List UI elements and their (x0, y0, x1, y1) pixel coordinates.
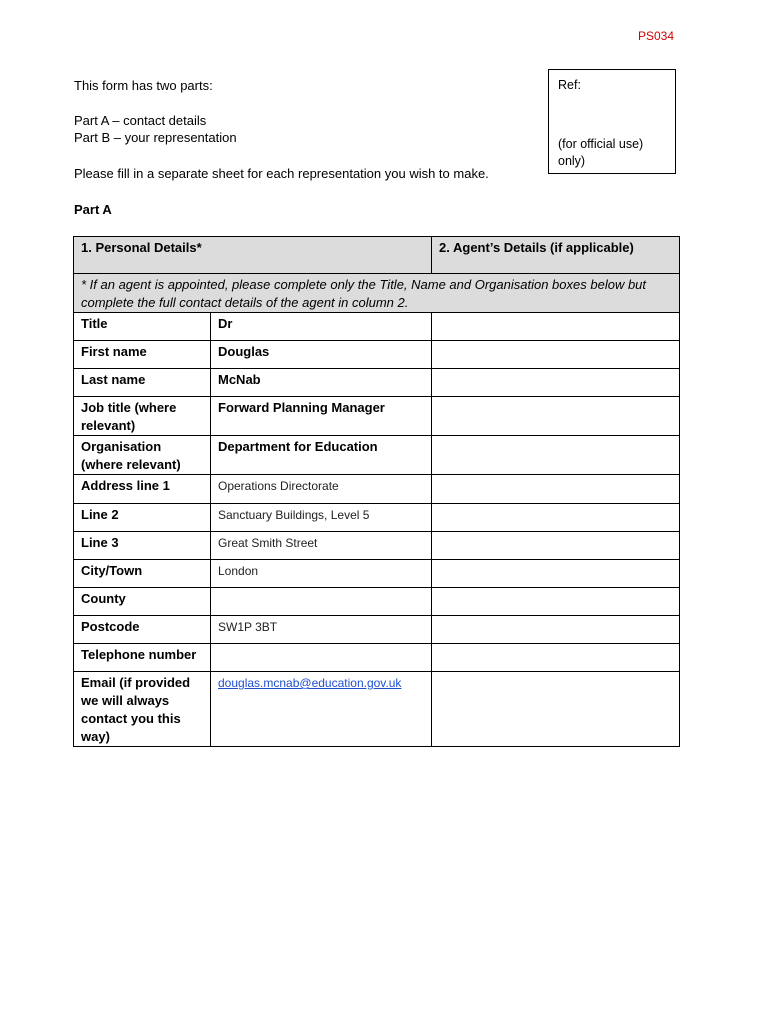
last-name-value[interactable]: McNab (211, 369, 432, 397)
job-title-value[interactable]: Forward Planning Manager (211, 397, 432, 436)
table-row-email (74, 672, 680, 747)
intro-line: This form has two parts: (74, 78, 213, 93)
intro-part-b: Part B – your representation (74, 130, 237, 145)
agent-note-row (74, 274, 680, 313)
agent-last-name-value[interactable] (432, 369, 680, 397)
agent-postcode-value[interactable] (432, 616, 680, 644)
agent-email-value[interactable] (432, 672, 680, 747)
table-row-first-name (74, 341, 680, 369)
agent-city-value[interactable] (432, 560, 680, 588)
postcode-value[interactable]: SW1P 3BT (211, 616, 432, 644)
city-value[interactable]: London (211, 560, 432, 588)
organisation-label: Organisation (where relevant) (74, 436, 211, 475)
first-name-value[interactable]: Douglas (211, 341, 432, 369)
email-link[interactable]: douglas.mcnab@education.gov.uk (218, 676, 402, 690)
table-row-organisation (74, 436, 680, 475)
agent-line-3-value[interactable] (432, 532, 680, 560)
line-2-label: Line 2 (74, 504, 211, 532)
agent-address-line-1-value[interactable] (432, 475, 680, 504)
intro-instruction: Please fill in a separate sheet for each representation you wish to make. (74, 166, 489, 181)
telephone-value[interactable] (211, 644, 432, 672)
form-code: PS034 (638, 29, 675, 43)
table-row-city (74, 560, 680, 588)
address-line-1-value[interactable]: Operations Directorate (211, 475, 432, 504)
personal-details-table (73, 236, 680, 747)
agent-county-value[interactable] (432, 588, 680, 616)
title-label: Title (74, 313, 211, 341)
county-value[interactable] (211, 588, 432, 616)
postcode-label: Postcode (74, 616, 211, 644)
personal-details-header: 1. Personal Details* (74, 237, 432, 274)
official-use-note: (for official use) only) (558, 137, 644, 168)
line-3-value[interactable]: Great Smith Street (211, 532, 432, 560)
city-label: City/Town (74, 560, 211, 588)
agent-title-value[interactable] (432, 313, 680, 341)
intro-part-a: Part A – contact details (74, 113, 207, 128)
table-row-job-title (74, 397, 680, 436)
email-value-cell (211, 672, 432, 747)
table-row-line-3 (74, 532, 680, 560)
table-row-line-2 (74, 504, 680, 532)
table-row-county (74, 588, 680, 616)
last-name-label: Last name (74, 369, 211, 397)
agent-first-name-value[interactable] (432, 341, 680, 369)
agent-details-header: 2. Agent’s Details (if applicable) (432, 237, 680, 274)
email-label: Email (if provided we will always contact you this way) (74, 672, 211, 747)
table-header-row (74, 237, 680, 274)
table-row-last-name (74, 369, 680, 397)
county-label: County (74, 588, 211, 616)
agent-job-title-value[interactable] (432, 397, 680, 436)
title-value[interactable]: Dr (211, 313, 432, 341)
part-a-heading: Part A (74, 202, 112, 217)
line-3-label: Line 3 (74, 532, 211, 560)
agent-telephone-value[interactable] (432, 644, 680, 672)
official-ref-box (548, 69, 676, 174)
address-line-1-label: Address line 1 (74, 475, 211, 504)
agent-note: * If an agent is appointed, please complete only the Title, Name and Organisation boxes below but complete the full contact details of the agent in column 2. (74, 274, 680, 313)
table-row-address-line-1 (74, 475, 680, 504)
table-row-title (74, 313, 680, 341)
job-title-label: Job title (where relevant) (74, 397, 211, 436)
organisation-value[interactable]: Department for Education (211, 436, 432, 475)
table-row-telephone (74, 644, 680, 672)
telephone-label: Telephone number (74, 644, 211, 672)
agent-organisation-value[interactable] (432, 436, 680, 475)
ref-label: Ref: (558, 78, 581, 92)
agent-line-2-value[interactable] (432, 504, 680, 532)
line-2-value[interactable]: Sanctuary Buildings, Level 5 (211, 504, 432, 532)
table-row-postcode (74, 616, 680, 644)
first-name-label: First name (74, 341, 211, 369)
